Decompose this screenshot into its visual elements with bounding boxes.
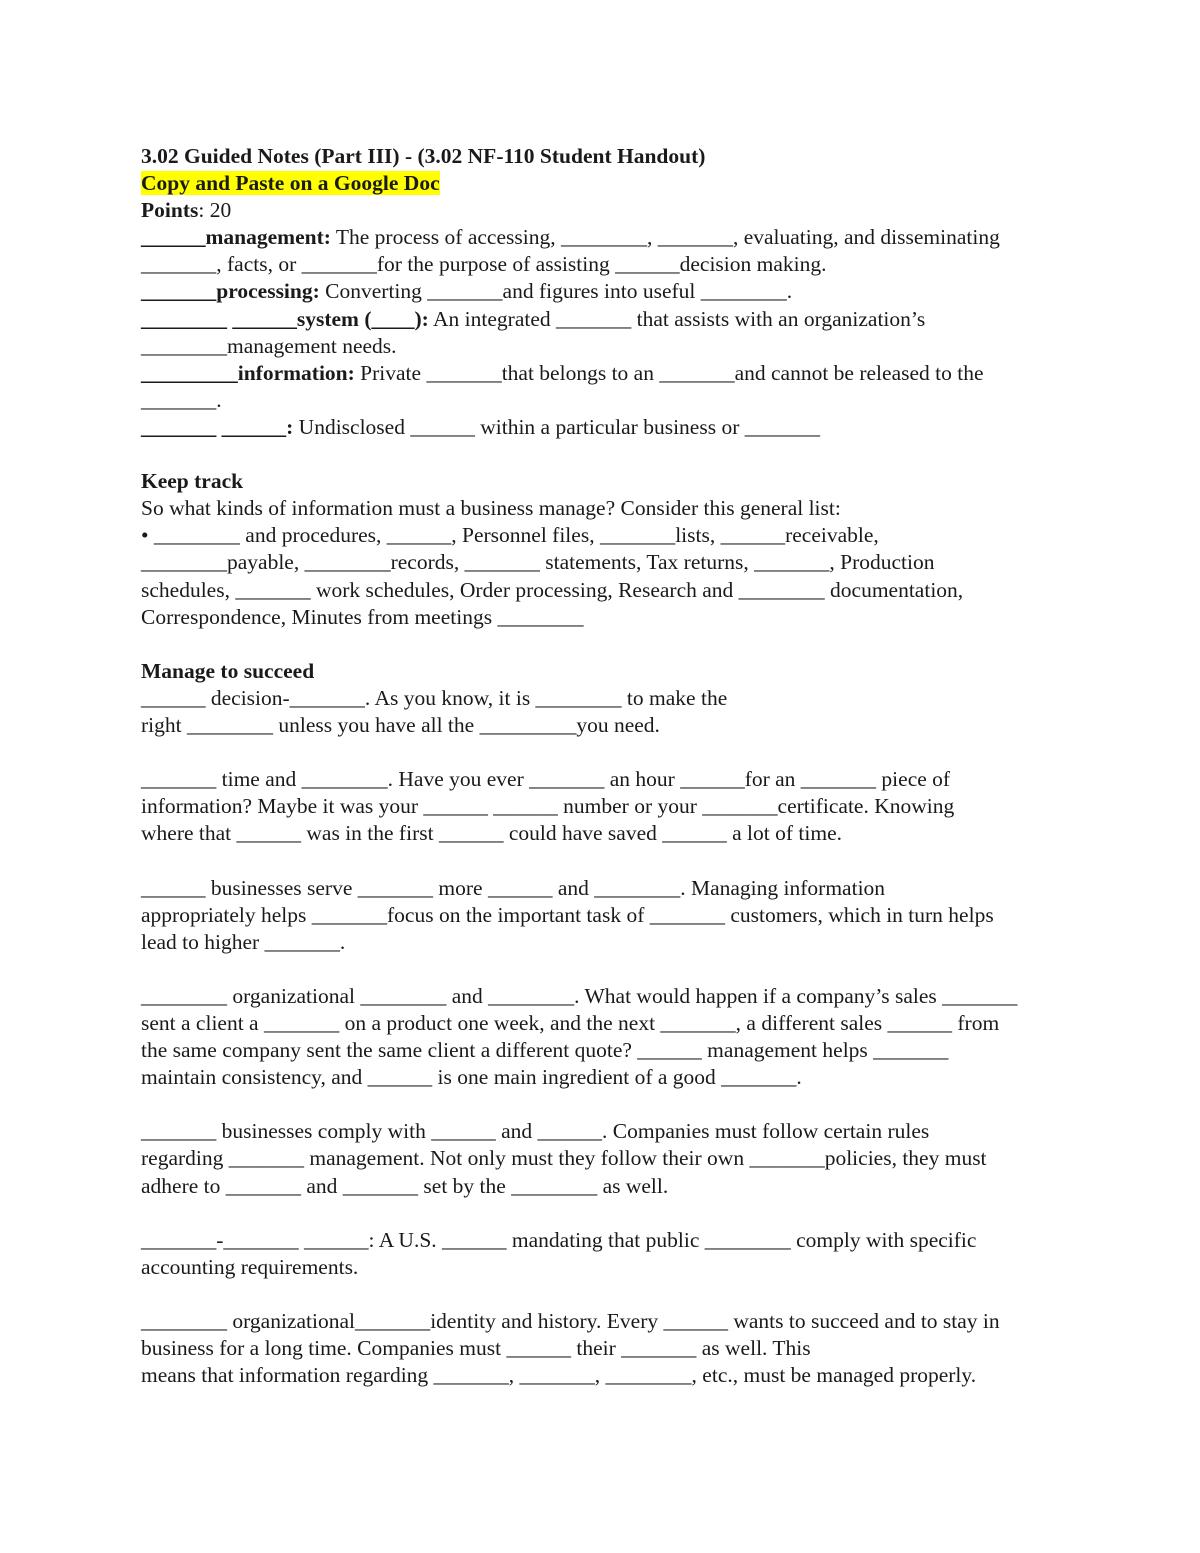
definition-line: _______processing: Converting _______and figures into useful ________. — [141, 279, 793, 304]
text-line: sent a client a _______ on a product one week, and the next _______, a different sales ______ from — [141, 1011, 1000, 1035]
text-line: _______ time and ________. Have you ever _______ an hour ______for an _______ piece of — [141, 767, 951, 792]
text-line: lead to higher _______. — [141, 929, 346, 954]
text-line: accounting requirements. — [141, 1254, 359, 1279]
text-line: business for a long time. Companies must ______ their _______ as well. This — [141, 1336, 811, 1361]
text-line: appropriately helps _______focus on the important task of _______ customers, which in turn helps — [141, 902, 994, 927]
text-line: the same company sent the same client a different quote? ______ management helps _______ — [141, 1038, 949, 1063]
spacer — [141, 1200, 1071, 1227]
document-body — [141, 143, 1071, 1389]
spacer — [141, 441, 1071, 468]
text-line: ________ organizational_______identity and history. Every ______ wants to succeed and to stay in — [141, 1309, 1000, 1334]
spacer — [141, 631, 1071, 658]
text-line: Correspondence, Minutes from meetings ________ — [141, 604, 584, 629]
definition-line: _______ ______: Undisclosed ______ within a particular business or _______ — [141, 414, 820, 439]
text-line: regarding _______ management. Not only must they follow their own _______policies, they must — [141, 1146, 987, 1171]
text-line: • ________ and procedures, ______, Personnel files, _______lists, ______receivable, — [141, 523, 879, 548]
spacer — [141, 739, 1071, 766]
spacer — [141, 847, 1071, 874]
spacer — [141, 1091, 1071, 1118]
text-line: means that information regarding _______, _______, ________, etc., must be managed properly. — [141, 1363, 977, 1388]
text-line: ________ organizational ________ and ________. What would happen if a company’s sales _______ — [141, 983, 1018, 1008]
points-value: : 20 — [198, 198, 232, 223]
definition-line: ________management needs. — [141, 333, 397, 358]
definition-line: _________information: Private _______that belongs to an _______and cannot be released to the — [141, 360, 984, 385]
spacer — [141, 1281, 1071, 1308]
section-heading-keep-track: Keep track — [141, 469, 244, 494]
text-line: _______-_______ ______: A U.S. ______ mandating that public ________ comply with specific — [141, 1227, 977, 1252]
definition-line: ______management: The process of accessing, ________, _______, evaluating, and disseminating — [141, 225, 1000, 250]
definition-line: ________ ______system (____): An integrated _______ that assists with an organization’s — [141, 306, 926, 331]
text-line: maintain consistency, and ______ is one main ingredient of a good _______. — [141, 1065, 802, 1090]
highlighted-instruction: Copy and Paste on a Google Doc — [141, 171, 440, 196]
spacer — [141, 956, 1071, 983]
text-line: ________payable, ________records, _______ statements, Tax returns, _______, Production — [141, 550, 935, 575]
text-line: ______ decision-_______. As you know, it is ________ to make the — [141, 685, 728, 710]
definition-line: _______, facts, or _______for the purpose of assisting ______decision making. — [141, 252, 827, 277]
text-line: So what kinds of information must a business manage? Consider this general list: — [141, 496, 841, 521]
definition-line: _______. — [141, 387, 222, 412]
points-line — [141, 197, 1071, 224]
text-line: adhere to _______ and _______ set by the ________ as well. — [141, 1173, 669, 1198]
text-line: information? Maybe it was your ______ ______ number or your _______certificate. Knowing — [141, 794, 955, 819]
text-line: schedules, _______ work schedules, Order processing, Research and ________ documentation, — [141, 577, 964, 602]
text-line: where that ______ was in the first ______ could have saved ______ a lot of time. — [141, 821, 842, 846]
text-line: ______ businesses serve _______ more ______ and ________. Managing information — [141, 875, 886, 900]
points-label: Points — [141, 198, 199, 223]
document-title: 3.02 Guided Notes (Part III) - (3.02 NF-110 Student Handout) — [141, 144, 706, 168]
section-heading-manage-to-succeed: Manage to succeed — [141, 658, 315, 683]
text-line: _______ businesses comply with ______ and ______. Companies must follow certain rules — [141, 1119, 930, 1144]
text-line: right ________ unless you have all the _________you need. — [141, 712, 660, 737]
highlight-line — [141, 170, 1071, 197]
